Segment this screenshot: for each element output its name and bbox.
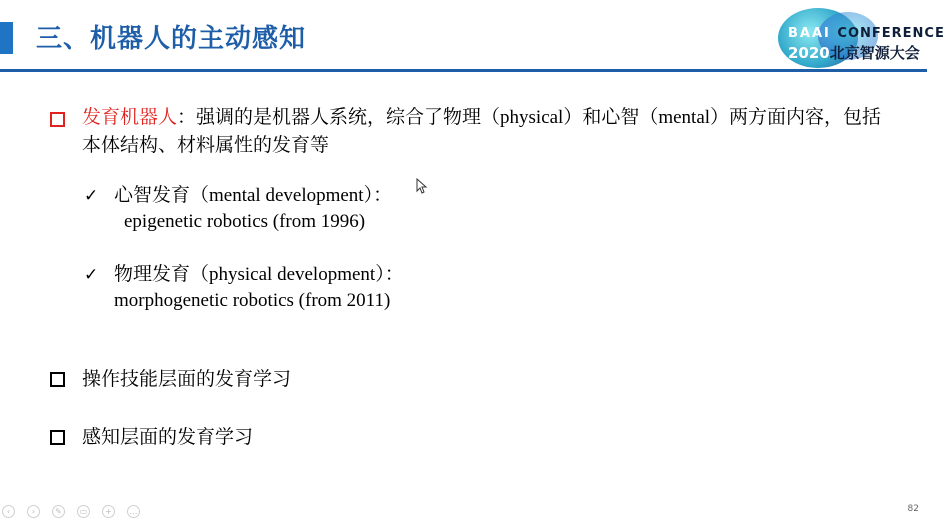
bullet-text: ：强调的是机器人系统，综合了物理（physical）和心智（mental）两方面内容，包括本体结构、材料属性的发育等 [82, 107, 882, 156]
bullet-text: 感知层面的发育学习 [82, 426, 254, 448]
bullet-perception-learning [50, 424, 253, 450]
logo-baai: BAAI [788, 26, 831, 41]
title-accent-bar [0, 22, 13, 54]
bullet-text: 操作技能层面的发育学习 [82, 368, 292, 390]
logo-conference: CONFERENCE [837, 26, 945, 41]
sub-item-mental [84, 183, 392, 235]
check-icon: ✓ [84, 186, 99, 205]
next-icon[interactable]: › [27, 505, 40, 518]
pen-icon[interactable]: ✎ [52, 505, 65, 518]
page-number: 82 [907, 504, 919, 514]
bullet-term: 发育机器人 [82, 107, 178, 128]
logo-name: 北京智源大会 [829, 44, 920, 62]
square-bullet-icon [50, 372, 65, 387]
sub-detail: epigenetic robotics (from 1996) [124, 211, 366, 232]
mouse-cursor-icon [416, 178, 426, 194]
prev-icon[interactable]: ‹ [2, 505, 15, 518]
bullet-manipulation-learning [50, 366, 291, 392]
sub-detail: morphogenetic robotics (from 2011) [114, 290, 391, 311]
red-square-bullet-icon [50, 112, 65, 127]
sub-title: 物理发育（physical development）： [114, 264, 404, 285]
slide-header [0, 0, 945, 72]
header-rule [0, 69, 927, 72]
slide-title: 三、机器人的主动感知 [36, 24, 307, 54]
more-icon[interactable]: … [127, 505, 140, 518]
baai-conference-logo [770, 2, 945, 70]
presentation-toolbar [2, 505, 140, 518]
bullet-developmental-robot [50, 104, 900, 160]
check-icon: ✓ [84, 265, 99, 284]
square-bullet-icon [50, 430, 65, 445]
sub-item-physical [84, 262, 404, 314]
zoom-icon[interactable]: + [102, 505, 115, 518]
logo-year: 2020 [788, 44, 830, 62]
sub-title: 心智发育（mental development）： [114, 185, 393, 206]
screen-icon[interactable]: ▭ [77, 505, 90, 518]
